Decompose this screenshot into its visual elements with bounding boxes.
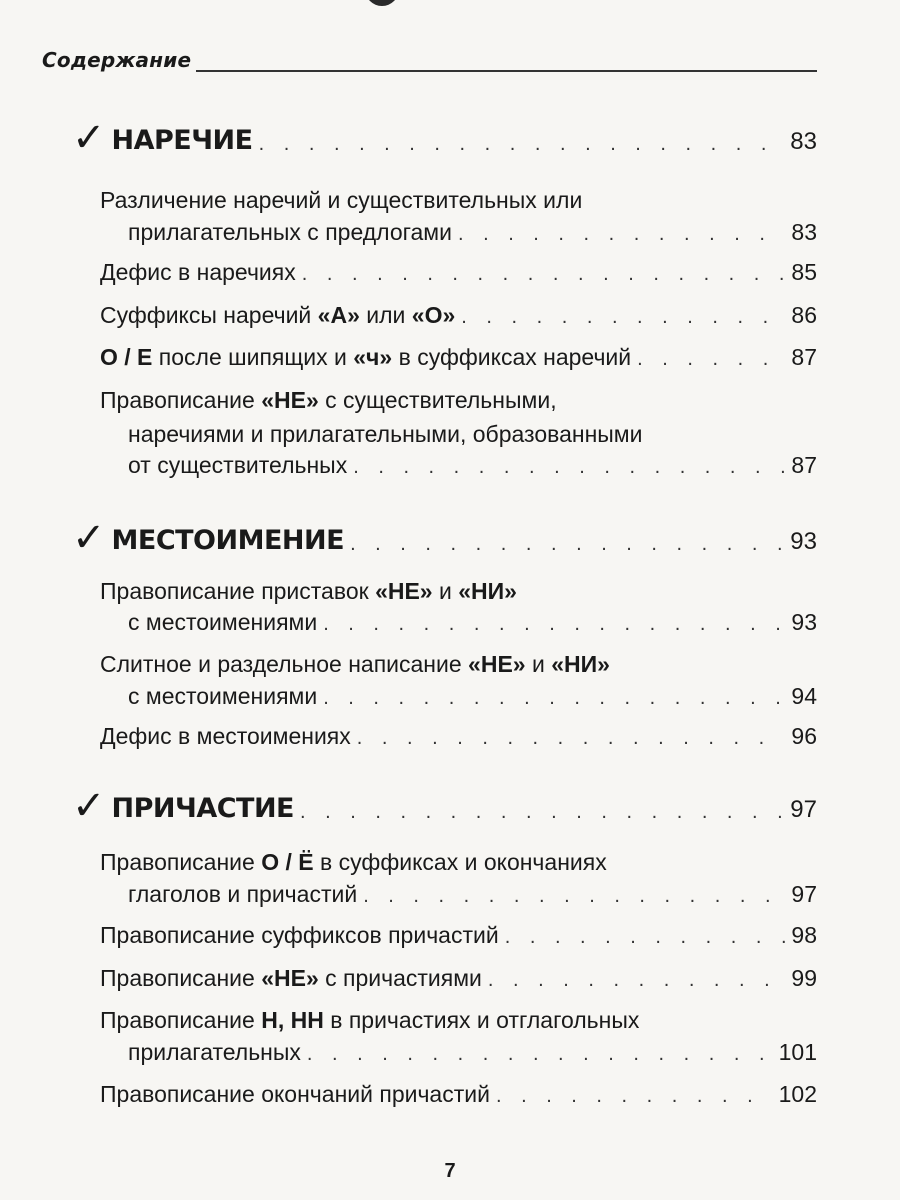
toc-item-page: 83 [791, 219, 817, 245]
section-prichastie[interactable] [72, 783, 817, 829]
section-mestoimenie[interactable] [72, 515, 817, 561]
toc-item-text: с местоимениями [128, 609, 318, 635]
leader-dots [488, 968, 786, 992]
leader-dots [259, 132, 785, 156]
checkmark-icon: ✓ [72, 515, 106, 561]
toc-item[interactable] [128, 608, 817, 636]
toc-item[interactable] [100, 722, 817, 750]
leader-dots [302, 262, 786, 286]
toc-item-line[interactable]: Правописание приставок «НЕ» и «НИ» [100, 578, 517, 604]
toc-item[interactable] [100, 301, 817, 329]
section-title: ПРИЧАСТИЕ [111, 793, 294, 824]
leader-dots [505, 925, 786, 949]
section-page: 93 [790, 528, 817, 555]
toc-item-text: Правописание окончаний причастий [100, 1081, 490, 1107]
leader-dots [363, 884, 785, 908]
toc-item[interactable] [128, 451, 817, 479]
leader-dots [637, 347, 785, 371]
toc-item[interactable] [100, 343, 817, 371]
leader-dots [353, 455, 785, 479]
toc-item-page: 101 [778, 1039, 817, 1065]
toc-item[interactable] [100, 1080, 817, 1108]
toc-item[interactable] [128, 218, 817, 246]
page-header [42, 48, 817, 78]
section-title: МЕСТОИМЕНИЕ [111, 525, 345, 556]
toc-item-text: прилагательных с предлогами [128, 219, 452, 245]
toc-item-line[interactable]: Слитное и раздельное написание «НЕ» и «НИ» [100, 651, 610, 677]
toc-item[interactable] [100, 964, 817, 992]
leader-dots [496, 1084, 773, 1108]
header-title: Содержание [42, 48, 192, 72]
leader-dots [323, 612, 785, 636]
toc-item[interactable] [100, 921, 817, 949]
toc-item-text: Правописание суффиксов причастий [100, 922, 499, 948]
toc-item-page: 94 [791, 683, 817, 709]
leader-dots [307, 1042, 773, 1066]
toc-item[interactable] [128, 682, 817, 710]
leader-dots [458, 222, 785, 246]
toc-item-page: 97 [791, 881, 817, 907]
leader-dots [323, 686, 785, 710]
toc-item-page: 102 [778, 1081, 817, 1107]
toc-item-page: 86 [791, 302, 817, 328]
toc-item-text: с местоимениями [128, 683, 318, 709]
toc-item-text: Дефис в наречиях [100, 259, 296, 285]
toc-item-line[interactable]: Правописание «НЕ» с существительными, [100, 387, 557, 413]
checkmark-icon: ✓ [72, 115, 106, 161]
leader-dots [350, 532, 784, 556]
section-page: 83 [790, 128, 817, 155]
toc-item-line[interactable]: Правописание Н, НН в причастиях и отглагольных [100, 1007, 640, 1033]
toc-item-text: Правописание «НЕ» с причастиями [100, 965, 482, 991]
toc-item-page: 85 [791, 259, 817, 285]
checkmark-icon: ✓ [72, 783, 106, 829]
leader-dots [357, 726, 786, 750]
header-rule [196, 70, 817, 72]
toc-item-line[interactable]: Различение наречий и существительных или [100, 187, 583, 213]
toc-item-page: 93 [791, 609, 817, 635]
toc-item-page: 96 [791, 723, 817, 749]
leader-dots [300, 800, 784, 824]
toc-item-line[interactable]: Правописание О / Ё в суффиксах и окончаниях [100, 849, 607, 875]
toc-item-line[interactable]: наречиями и прилагательными, образованными [128, 421, 643, 447]
toc-item-text: от существительных [128, 452, 348, 478]
toc-item-text: Дефис в местоимениях [100, 723, 351, 749]
toc-item[interactable] [128, 1038, 817, 1066]
toc-item-text: глаголов и причастий [128, 881, 358, 907]
page-edge-mark [365, 0, 399, 6]
page-number: 7 [444, 1160, 456, 1182]
leader-dots [461, 305, 785, 329]
toc-item-text: прилагательных [128, 1039, 301, 1065]
toc-item-page: 87 [791, 452, 817, 478]
toc-item-text: Суффиксы наречий «А» или «О» [100, 302, 456, 328]
toc-item-page: 99 [791, 965, 817, 991]
toc-item-text: О / Е после шипящих и «ч» в суффиксах наречий [100, 344, 632, 370]
toc-item-page: 98 [791, 922, 817, 948]
section-title: НАРЕЧИЕ [111, 125, 253, 156]
toc-item[interactable] [128, 880, 817, 908]
section-page: 97 [790, 796, 817, 823]
toc-item[interactable] [100, 258, 817, 286]
toc-item-page: 87 [791, 344, 817, 370]
section-naрechie[interactable] [72, 115, 817, 161]
